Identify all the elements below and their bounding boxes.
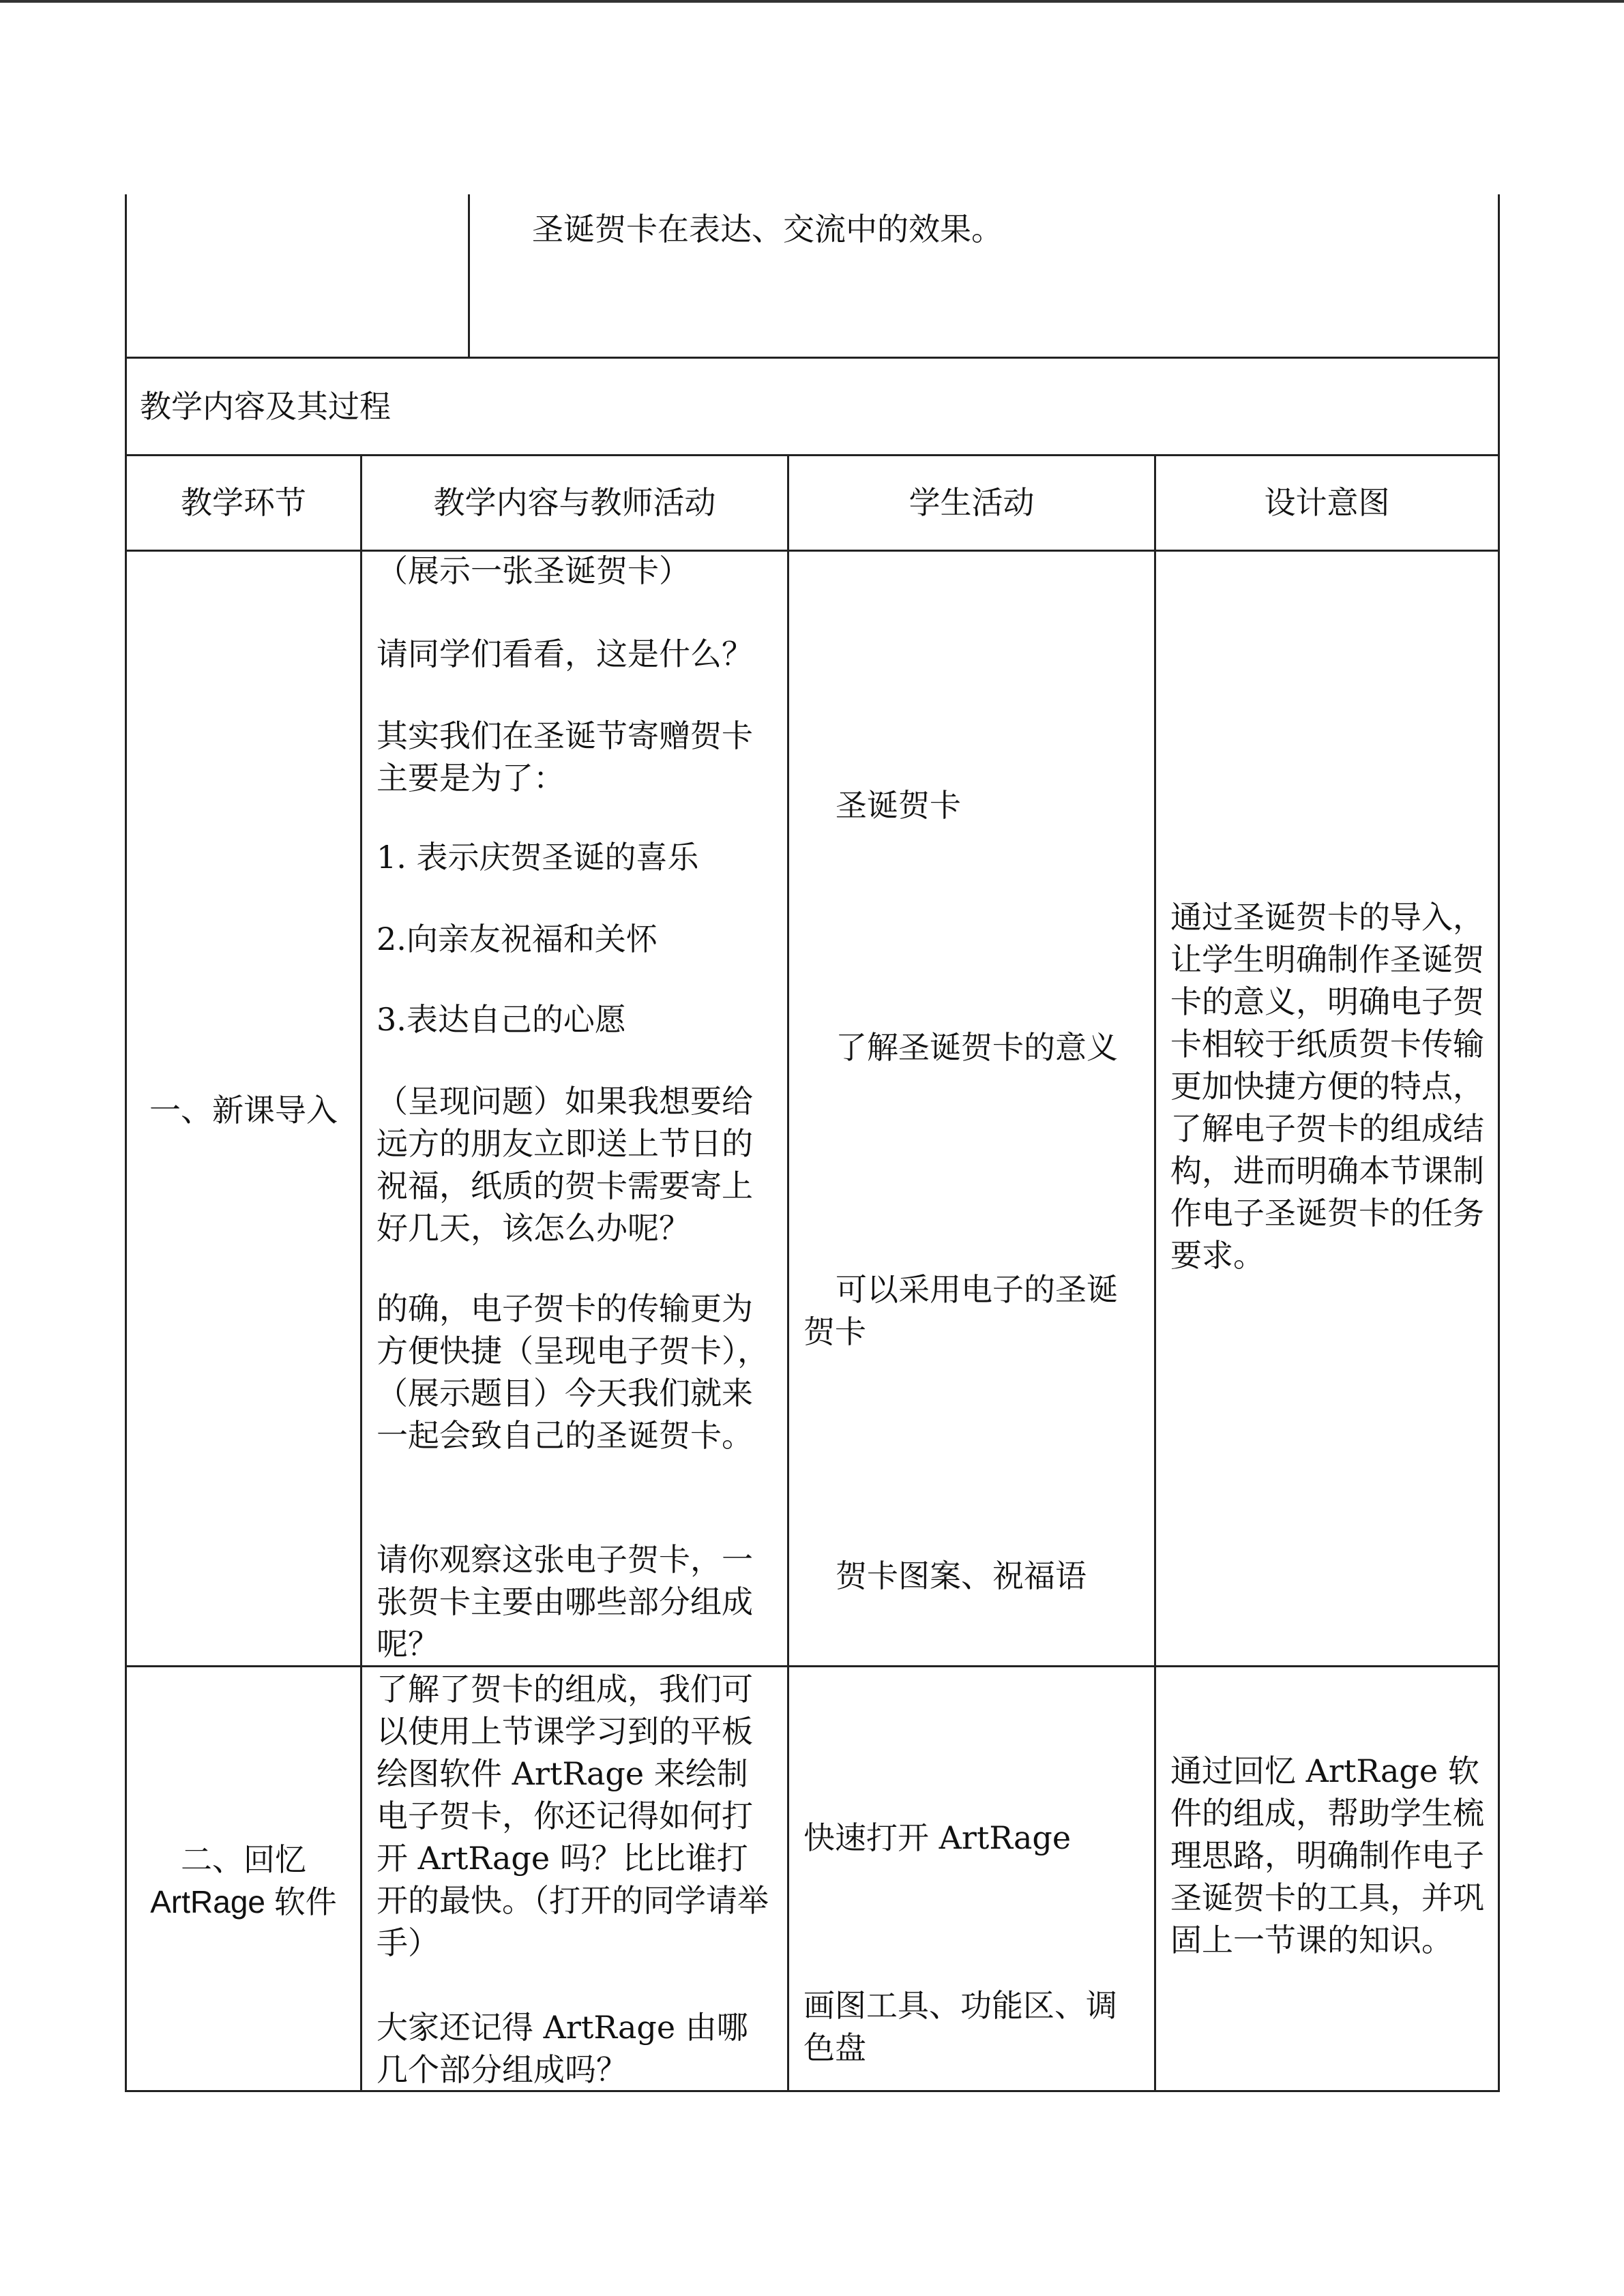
row2-teacher-p2: 大家还记得 ArtRage 由哪几个部分组成吗？	[377, 2009, 748, 2088]
row1-divider	[125, 1665, 1500, 1667]
row1-teacher-p6: 3.表达自己的心愿	[377, 1001, 626, 1038]
top-block-text: 圣诞贺卡在表达、交流中的效果。	[532, 211, 1003, 248]
top-block-divider	[468, 194, 470, 358]
row2-stage-line2: ArtRage 软件	[150, 1884, 337, 1920]
row2-student-p1: 快速打开 ArtRage	[803, 1819, 1072, 1856]
header-intent: 设计意图	[1264, 484, 1390, 521]
top-block-right-border	[1498, 194, 1500, 358]
row1-intent: 通过圣诞贺卡的导入，让学生明确制作圣诞贺卡的意义，明确电子贺卡相较于纸质贺卡传输更加快捷方便的特点，了解电子贺卡的组成结构，进而明确本节课制作电子圣诞贺卡的任务要求。	[1170, 899, 1484, 1274]
header-student: 学生活动	[909, 484, 1035, 521]
row2-teacher-p1: 了解了贺卡的组成，我们可以使用上节课学习到的平板绘图软件 ArtRage 来绘制电子贺卡，你还记得如何打开 ArtRage 吗？比比谁打开的最快。（打开的同学请举手）	[377, 1671, 769, 1961]
section-title: 教学内容及其过程	[140, 388, 391, 425]
header-stage: 教学环节	[181, 484, 306, 521]
row2-student-p2: 画图工具、功能区、调色盘	[803, 1987, 1117, 2066]
row1-teacher-p2: 请同学们看看，这是什么？	[377, 636, 753, 672]
row1-teacher-p1: （展示一张圣诞贺卡）	[377, 552, 690, 589]
row2-stage-line1: 二、回忆	[181, 1841, 306, 1878]
row1-teacher-p8: 的确，电子贺卡的传输更为方便快捷（呈现电子贺卡），（展示题目）今天我们就来一起会致自己的圣诞贺卡。	[377, 1290, 769, 1454]
row1-stage: 一、新课导入	[149, 1092, 338, 1129]
header-teacher: 教学内容与教师活动	[433, 484, 716, 521]
row1-teacher-p5: 2.向亲友祝福和关怀	[377, 921, 658, 957]
row1-student-p1: 圣诞贺卡	[836, 787, 961, 824]
row1-student-p4: 贺卡图案、祝福语	[836, 1557, 1087, 1594]
row1-teacher-p7: （呈现问题）如果我想要给远方的朋友立即送上节日的祝福，纸质的贺卡需要寄上好几天，该怎么办呢？	[377, 1083, 753, 1247]
row1-teacher-p9: 请你观察这张电子贺卡，一张贺卡主要由哪些部分组成呢？	[377, 1541, 753, 1663]
header-row-divider	[125, 550, 1500, 552]
row2-intent: 通过回忆 ArtRage 软件的组成，帮助学生梳理思路，明确制作电子圣诞贺卡的工具，并巩固上一节课的知识。	[1170, 1753, 1484, 1958]
col-divider-3	[1154, 454, 1156, 2092]
page-top-border	[0, 0, 1624, 3]
top-block-left-border	[125, 194, 127, 358]
row1-teacher-p3: 其实我们在圣诞节寄赠贺卡主要是为了：	[377, 717, 753, 796]
row1-student-p3: 可以采用电子的圣诞贺卡	[803, 1271, 1118, 1350]
col-divider-1	[360, 454, 362, 2092]
col-divider-2	[787, 454, 789, 2092]
row1-teacher-p4: 1. 表示庆贺圣诞的喜乐	[377, 839, 699, 876]
row1-student-p2: 了解圣诞贺卡的意义	[836, 1029, 1118, 1066]
